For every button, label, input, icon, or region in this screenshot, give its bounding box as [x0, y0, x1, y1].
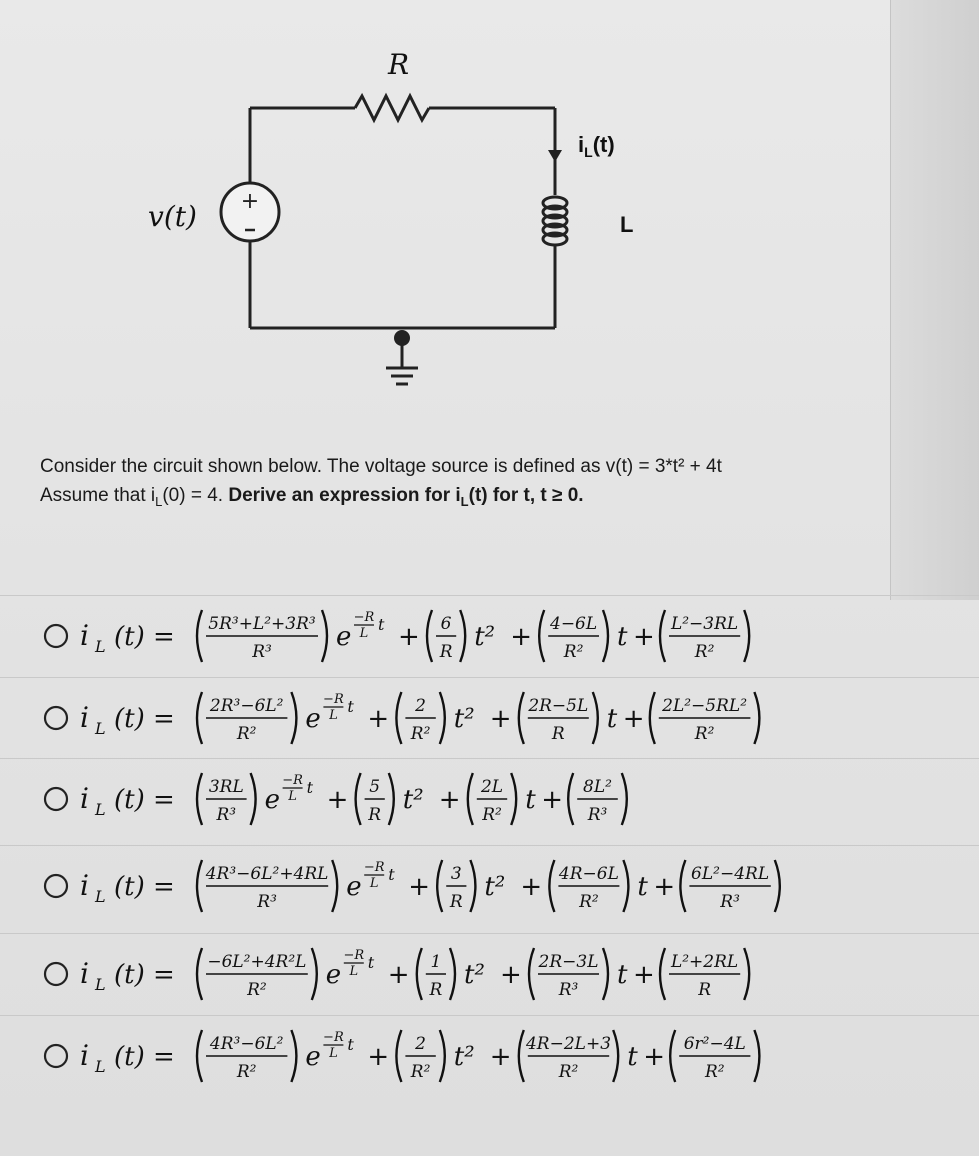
- t2-coefficient-paren-left: [356, 773, 361, 825]
- t2-coefficient-paren-right: [460, 610, 465, 662]
- t2-coefficient-paren-left: [437, 860, 442, 912]
- t2-coefficient-denominator: R²: [410, 724, 431, 744]
- constant-term-paren-left: [568, 773, 573, 825]
- exp-t: t: [388, 865, 395, 884]
- exp-e: e: [346, 872, 362, 902]
- t-term: t: [617, 622, 628, 652]
- t-coefficient-paren-left: [468, 773, 473, 825]
- t-squared: t²: [464, 960, 485, 990]
- t-coefficient-paren-right: [603, 948, 608, 1000]
- exp-numerator: −R: [343, 948, 365, 963]
- lhs-subscript: L: [95, 637, 106, 656]
- answer-option[interactable]: [0, 595, 979, 684]
- t-coefficient-numerator: 4−6L: [550, 614, 598, 634]
- exp-coefficient-denominator: R²: [247, 980, 267, 1000]
- plus-sign: +: [367, 704, 390, 734]
- t-coefficient-denominator: R³: [558, 980, 579, 1000]
- t2-coefficient-paren-right: [440, 1030, 445, 1082]
- constant-term-paren-right: [622, 773, 627, 825]
- answer-option[interactable]: [0, 758, 979, 847]
- exp-denominator: L: [369, 876, 379, 891]
- plus-sign: +: [240, 189, 260, 214]
- inductor: [543, 197, 567, 245]
- question-line-2: Assume that $i_L(0) = 4$. Derive an expression for $i_L(t)$ for t, t ≥ 0.: [40, 485, 584, 509]
- t-term: t: [525, 785, 536, 815]
- t-squared: t²: [402, 785, 424, 815]
- constant-term-paren-right: [744, 610, 749, 662]
- lhs-subscript: L: [95, 719, 106, 738]
- t-coefficient-paren-left: [519, 692, 524, 744]
- plus-sign: +: [387, 960, 410, 990]
- t2-coefficient-paren-right: [470, 860, 475, 912]
- t-term: t: [627, 1042, 638, 1072]
- constant-term-paren-right: [744, 948, 749, 1000]
- t-coefficient-denominator: R²: [482, 805, 502, 825]
- constant-term-paren-left: [660, 610, 665, 662]
- question-text: [40, 452, 880, 516]
- exp-t: t: [306, 778, 314, 797]
- lhs-arg: (t) =: [114, 960, 175, 990]
- inductor-label: L: [620, 212, 634, 237]
- plus-sign: +: [500, 960, 522, 990]
- t-squared: t²: [453, 1042, 475, 1072]
- t-squared: t²: [453, 704, 475, 734]
- plus-sign: +: [438, 785, 461, 815]
- lhs-arg: (t) =: [114, 704, 175, 734]
- exp-coefficient-paren-right: [291, 1030, 296, 1082]
- radio-button[interactable]: [45, 1045, 67, 1067]
- exp-numerator: −R: [282, 773, 303, 788]
- constant-term-paren-right: [775, 860, 780, 912]
- answer-option[interactable]: [0, 933, 979, 1022]
- constant-term-numerator: 6r²−4L: [683, 1034, 746, 1054]
- t-term: t: [606, 704, 618, 734]
- constant-term-denominator: R²: [694, 642, 715, 662]
- t-coefficient-paren-left: [549, 860, 554, 912]
- background-strip: [890, 0, 979, 600]
- exp-coefficient-paren-left: [197, 948, 202, 1000]
- t-coefficient-denominator: R²: [563, 642, 584, 662]
- exp-coefficient-numerator: 4R³−6L²+4RL: [205, 864, 329, 884]
- exp-denominator: L: [329, 708, 338, 723]
- t-coefficient-numerator: 4R−2L+3: [525, 1034, 612, 1054]
- exp-coefficient-denominator: R³: [216, 805, 237, 825]
- constant-term-numerator: 2L²−5RL²: [662, 696, 748, 716]
- t-coefficient-numerator: 4R−6L: [558, 864, 619, 884]
- t2-coefficient-denominator: R²: [410, 1062, 431, 1082]
- exp-e: e: [336, 622, 352, 652]
- exp-numerator: −R: [363, 860, 385, 875]
- resistor: [355, 96, 429, 120]
- exp-coefficient-numerator: −6L²+4R²L: [207, 952, 307, 972]
- lhs-subscript: L: [95, 1057, 106, 1076]
- constant-term-numerator: L²+2RL: [670, 952, 739, 972]
- constant-term-denominator: R³: [720, 892, 740, 912]
- lhs-i: i: [80, 701, 89, 734]
- exp-t: t: [347, 1035, 354, 1054]
- plus-sign: +: [622, 704, 645, 734]
- plus-sign: +: [326, 785, 349, 815]
- exp-denominator: L: [329, 1046, 338, 1061]
- answer-option[interactable]: [0, 677, 979, 766]
- exp-coefficient-paren-right: [322, 610, 327, 662]
- radio-button[interactable]: [45, 875, 67, 897]
- constant-term-paren-left: [650, 692, 655, 744]
- t-squared: t²: [484, 872, 506, 902]
- t-coefficient-paren-right: [623, 860, 628, 912]
- lhs-subscript: L: [95, 975, 106, 994]
- exp-coefficient-paren-left: [197, 773, 202, 825]
- t2-coefficient-numerator: 2: [415, 1034, 427, 1054]
- t2-coefficient-numerator: 3: [450, 864, 462, 884]
- option-formula: [0, 678, 979, 762]
- t2-coefficient-denominator: R: [429, 980, 443, 1000]
- t-coefficient-numerator: 2R−3L: [538, 952, 599, 972]
- exp-coefficient-paren-left: [197, 1030, 202, 1082]
- t2-coefficient-paren-right: [389, 773, 394, 825]
- source-label: v(t): [148, 200, 197, 233]
- t2-coefficient-numerator: 1: [430, 952, 442, 972]
- t-squared: t²: [474, 622, 496, 652]
- circuit-diagram: [130, 40, 670, 400]
- current-label: $i_L(t)$: [578, 132, 615, 160]
- exp-coefficient-numerator: 5R³+L²+3R³: [208, 614, 316, 634]
- constant-term-paren-right: [754, 692, 759, 744]
- exp-t: t: [347, 697, 354, 716]
- constant-term-numerator: L²−3RL: [670, 614, 739, 634]
- t2-coefficient-paren-right: [440, 692, 445, 744]
- plus-sign: +: [633, 622, 655, 652]
- lhs-arg: (t) =: [114, 872, 175, 902]
- t-coefficient-denominator: R²: [579, 892, 599, 912]
- constant-term-paren-left: [680, 860, 685, 912]
- lhs-arg: (t) =: [114, 1042, 175, 1072]
- plus-sign: +: [510, 622, 532, 652]
- t2-coefficient-numerator: 6: [440, 614, 452, 634]
- exp-coefficient-denominator: R³: [252, 642, 272, 662]
- exp-coefficient-paren-right: [251, 773, 256, 825]
- exp-coefficient-paren-left: [197, 860, 202, 912]
- exp-coefficient-numerator: 3RL: [208, 777, 244, 797]
- option-formula: [0, 846, 979, 930]
- t2-coefficient-denominator: R: [439, 642, 453, 662]
- lhs-arg: (t) =: [114, 622, 175, 652]
- option-formula: [0, 934, 979, 1018]
- exp-coefficient-paren-left: [197, 692, 202, 744]
- constant-term-denominator: R²: [694, 724, 715, 744]
- answer-option[interactable]: [0, 1015, 979, 1104]
- t-term: t: [637, 872, 648, 902]
- plus-sign: +: [489, 704, 512, 734]
- option-formula: [0, 759, 979, 843]
- resistor-label: R: [388, 48, 410, 81]
- lhs-subscript: L: [95, 800, 106, 819]
- t2-coefficient-numerator: 2: [415, 696, 427, 716]
- exp-t: t: [367, 953, 375, 972]
- current-arrow: [548, 150, 562, 162]
- t2-coefficient-denominator: R: [368, 805, 382, 825]
- lhs-subscript: L: [95, 887, 106, 906]
- question-line-1: Consider the circuit shown below. The voltage source is defined as v(t) = 3*t² + 4t: [40, 456, 722, 477]
- plus-sign: +: [398, 622, 420, 652]
- lhs-i: i: [80, 869, 89, 902]
- t-coefficient-paren-left: [519, 1030, 524, 1082]
- exp-coefficient-denominator: R²: [236, 724, 257, 744]
- exp-coefficient-paren-right: [291, 692, 296, 744]
- t-coefficient-numerator: 2L: [480, 777, 504, 797]
- constant-term-denominator: R³: [587, 805, 608, 825]
- constant-term-paren-left: [660, 948, 665, 1000]
- exp-t: t: [378, 615, 385, 634]
- option-formula: [0, 1016, 979, 1100]
- exp-coefficient-denominator: R³: [257, 892, 277, 912]
- t-coefficient-denominator: R²: [558, 1062, 579, 1082]
- lhs-arg: (t) =: [114, 785, 175, 815]
- radio-button[interactable]: [45, 707, 67, 729]
- constant-term-paren-right: [754, 1030, 759, 1082]
- plus-sign: +: [520, 872, 543, 902]
- plus-sign: +: [408, 872, 430, 902]
- plus-sign: +: [643, 1042, 665, 1072]
- plus-sign: +: [367, 1042, 390, 1072]
- exp-coefficient-paren-right: [312, 948, 317, 1000]
- t-coefficient-paren-left: [529, 948, 534, 1000]
- t2-coefficient-paren-right: [450, 948, 455, 1000]
- exp-denominator: L: [359, 626, 369, 641]
- exp-e: e: [325, 960, 342, 990]
- radio-button[interactable]: [45, 625, 67, 647]
- exp-coefficient-denominator: R²: [236, 1062, 257, 1082]
- t2-coefficient-paren-left: [396, 692, 401, 744]
- t-coefficient-paren-right: [511, 773, 516, 825]
- lhs-i: i: [80, 957, 89, 990]
- t-coefficient-paren-right: [603, 610, 608, 662]
- t-coefficient-paren-right: [613, 1030, 618, 1082]
- exp-e: e: [305, 704, 321, 734]
- exp-coefficient-numerator: 2R³−6L²: [209, 696, 284, 716]
- lhs-i: i: [80, 619, 89, 652]
- exp-coefficient-numerator: 4R³−6L²: [209, 1034, 284, 1054]
- exp-numerator: −R: [323, 1030, 344, 1045]
- constant-term-denominator: R: [698, 980, 712, 1000]
- exp-denominator: L: [288, 789, 297, 804]
- t2-coefficient-paren-left: [396, 1030, 401, 1082]
- t-term: t: [617, 960, 628, 990]
- t2-coefficient-paren-left: [417, 948, 422, 1000]
- exp-coefficient-paren-left: [197, 610, 202, 662]
- radio-button[interactable]: [45, 963, 67, 985]
- radio-button[interactable]: [45, 788, 67, 810]
- lhs-i: i: [80, 782, 89, 815]
- t2-coefficient-denominator: R: [449, 892, 463, 912]
- exp-coefficient-paren-right: [332, 860, 337, 912]
- t2-coefficient-numerator: 5: [369, 777, 381, 797]
- plus-sign: +: [633, 960, 655, 990]
- constant-term-numerator: 8L²: [583, 777, 612, 797]
- lhs-i: i: [80, 1039, 89, 1072]
- option-formula: [0, 596, 979, 680]
- exp-e: e: [264, 785, 280, 815]
- t2-coefficient-paren-left: [427, 610, 432, 662]
- answer-option[interactable]: [0, 845, 979, 934]
- exp-e: e: [305, 1042, 321, 1072]
- exp-numerator: −R: [323, 692, 344, 707]
- t-coefficient-paren-left: [539, 610, 544, 662]
- exp-numerator: −R: [353, 610, 375, 625]
- plus-sign: +: [541, 785, 563, 815]
- plus-sign: +: [653, 872, 676, 902]
- constant-term-numerator: 6L²−4RL: [691, 864, 770, 884]
- constant-term-paren-left: [670, 1030, 675, 1082]
- plus-sign: +: [489, 1042, 512, 1072]
- constant-term-denominator: R²: [704, 1062, 725, 1082]
- exp-denominator: L: [349, 964, 359, 979]
- t-coefficient-denominator: R: [551, 724, 565, 744]
- t-coefficient-paren-right: [593, 692, 598, 744]
- t-coefficient-numerator: 2R−5L: [528, 696, 589, 716]
